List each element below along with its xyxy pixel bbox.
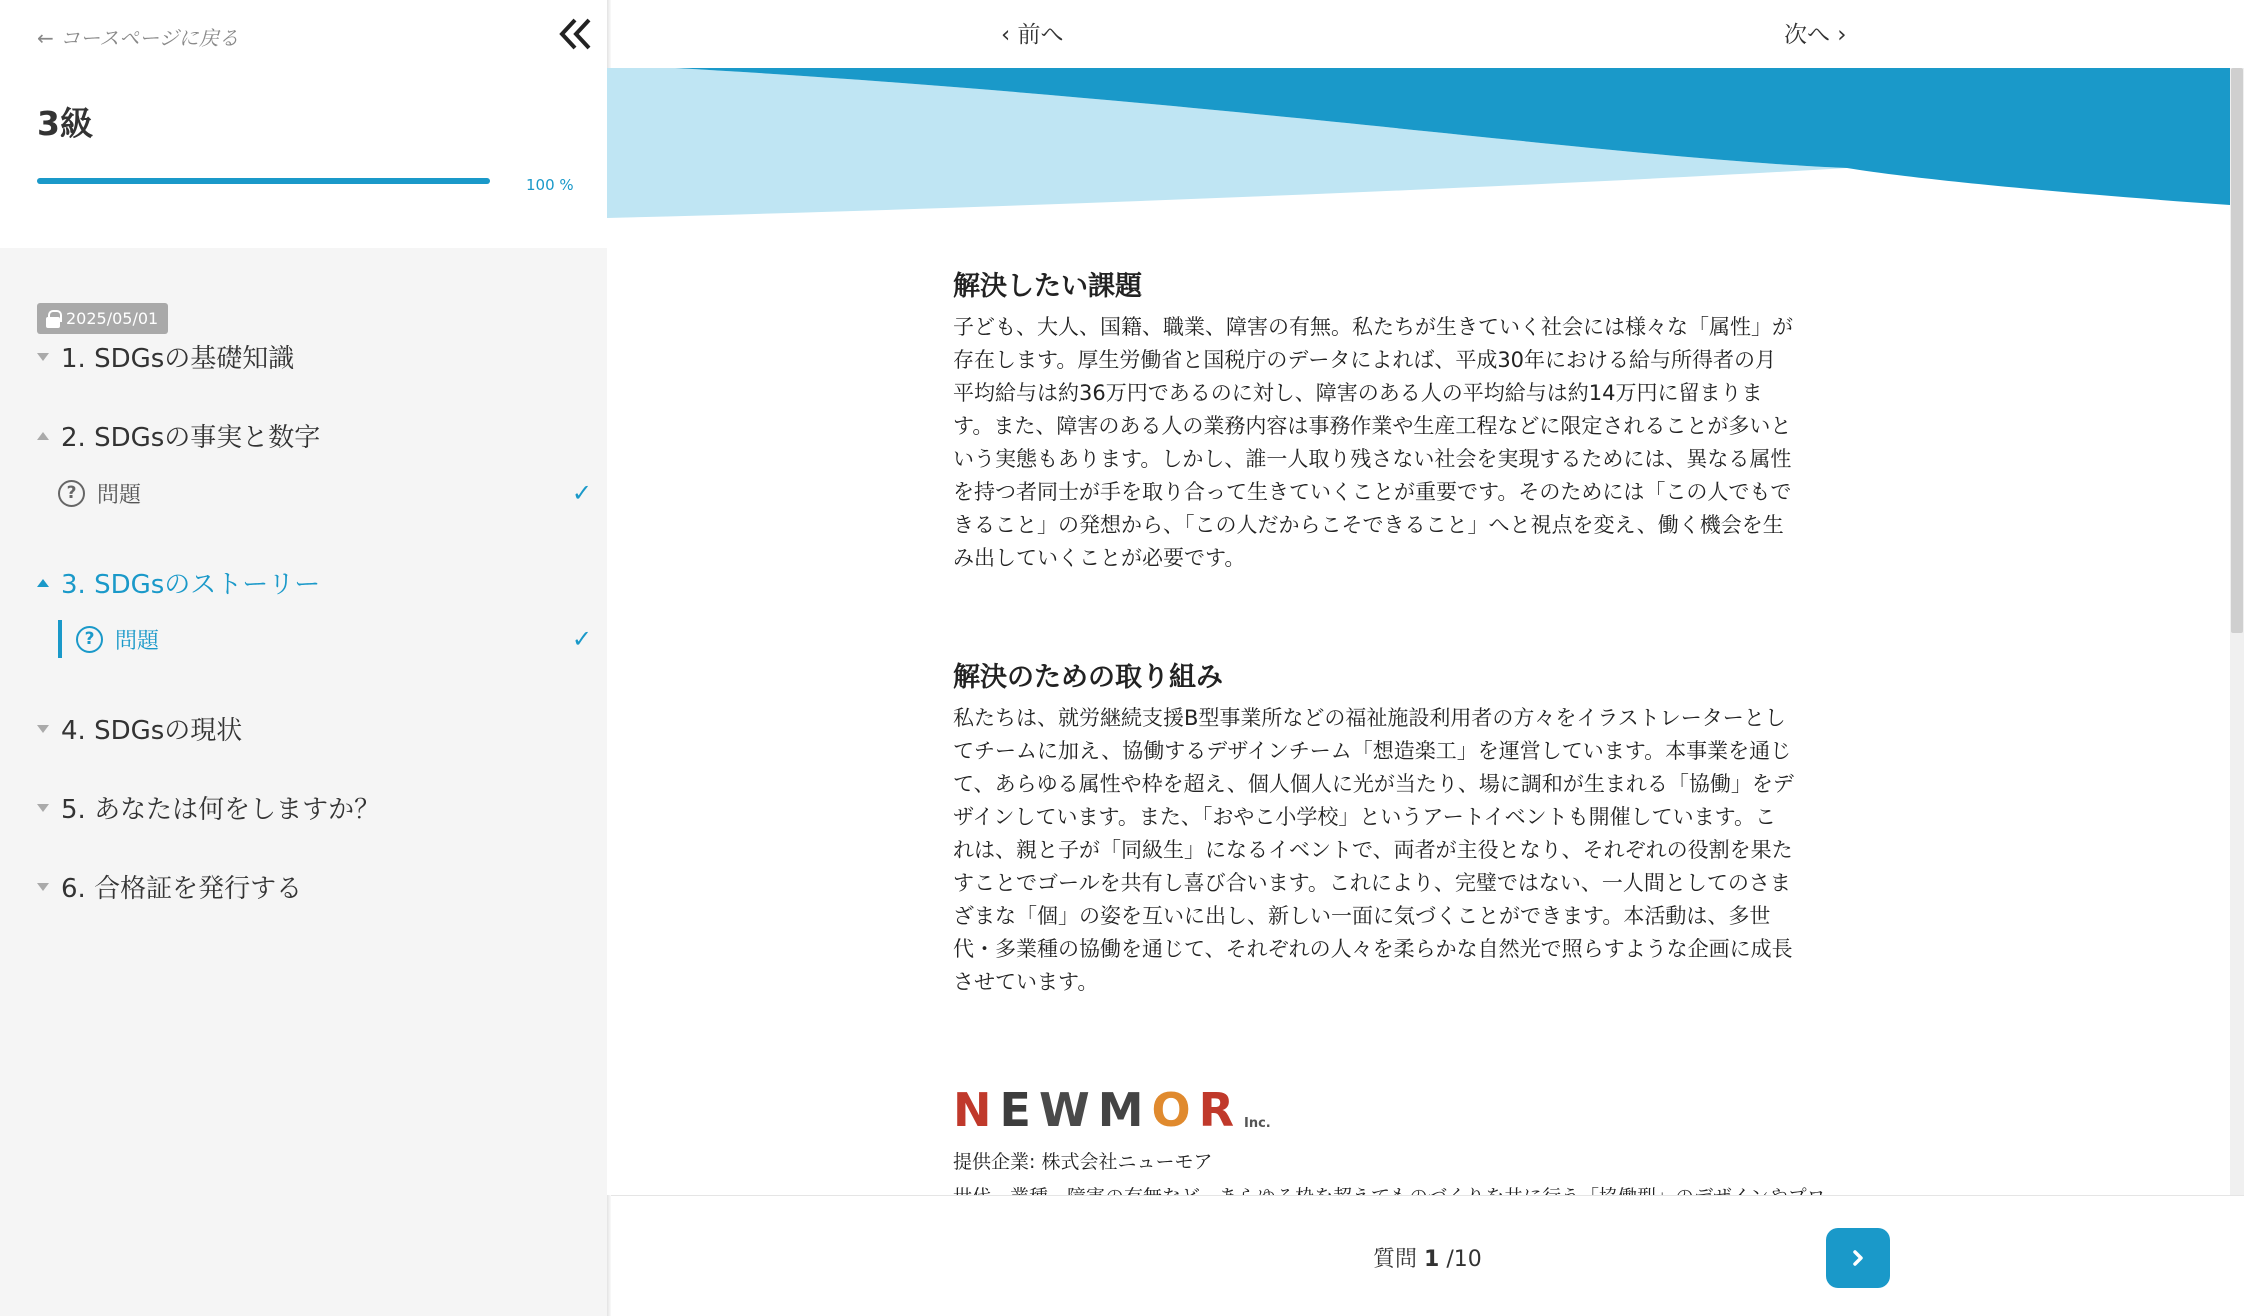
section-3-lesson[interactable] bbox=[58, 620, 592, 658]
question-circle-icon: ? bbox=[76, 626, 103, 653]
section-2[interactable] bbox=[37, 417, 320, 454]
section-3[interactable] bbox=[37, 564, 320, 601]
section-3-lesson-label: 問題 bbox=[115, 628, 160, 654]
back-to-course-link[interactable]: ← コースページに戻る bbox=[37, 26, 239, 50]
section-2-label: 2. SDGsの事実と数字 bbox=[61, 423, 321, 453]
double-chevron-left-icon bbox=[558, 14, 594, 54]
next-question-button[interactable] bbox=[1826, 1228, 1890, 1288]
logo-letter: E bbox=[999, 1083, 1039, 1137]
section-2-lesson[interactable] bbox=[58, 474, 592, 512]
heading-problem: 解決したい課題 bbox=[953, 271, 1142, 302]
chevron-up-icon bbox=[37, 432, 49, 440]
article bbox=[953, 264, 1863, 1209]
section-1[interactable] bbox=[37, 338, 294, 375]
course-progress-bar bbox=[37, 178, 490, 184]
question-counter bbox=[1373, 1242, 1482, 1273]
section-5-label: 5. あなたは何をしますか？ bbox=[61, 795, 381, 825]
chevron-down-icon bbox=[37, 725, 49, 733]
sidebar-header bbox=[0, 0, 607, 248]
next-button[interactable]: 次へ › bbox=[1784, 22, 1847, 48]
chevron-up-icon bbox=[37, 579, 49, 587]
logo-letter: N bbox=[953, 1083, 1000, 1137]
paragraph-solution: 私たちは、就労継続支援B型事業所などの福祉施設利用者の方々をイラストレーターとし てチームに加え、協働するデザインチーム「想造楽工」を運営しています。本事業を通じ て、あらゆる属性や枠を超え、個人個人に光が当たり、場に調和が生まれる「協働」をデ ザインしています。また、「おやこ小学校」というアートイベントも開催しています。こ れは、親と子が「同級生」になるイベントで、両者が主役となり、それぞれの役割を果た すことでゴールを共有し喜び合います。これにより、完璧ではない、一人間としてのさま ざまな「個」の姿を互いに出し、新しい一面に気づくことができます。本活動は、多世 代・多業種の協働を通じて、それぞれの人々を柔らかな自然光で照らすような企画に成長 させています。 bbox=[953, 706, 1794, 994]
logo-inc: Inc. bbox=[1244, 1116, 1271, 1131]
logo-letter: W bbox=[1038, 1083, 1098, 1137]
top-nav bbox=[611, 0, 2244, 68]
question-counter-prefix: 質問 bbox=[1373, 1247, 1418, 1272]
prev-button[interactable]: ‹ 前へ bbox=[1001, 22, 1064, 48]
date-badge-text: 2025/05/01 bbox=[66, 309, 159, 328]
chevron-down-icon bbox=[37, 353, 49, 361]
section-4-label: 4. SDGsの現状 bbox=[61, 716, 243, 746]
section-6[interactable] bbox=[37, 868, 302, 905]
course-progress-fill bbox=[37, 178, 490, 184]
section-6-label: 6. 合格証を発行する bbox=[61, 874, 303, 904]
company-logo bbox=[953, 1079, 1863, 1137]
scrollbar-thumb[interactable] bbox=[2231, 68, 2243, 633]
paragraph-problem: 子ども、大人、国籍、職業、障害の有無。私たちが生きていく社会には様々な「属性」が 存在します。厚生労働省と国税庁のデータによれば、平成30年における給与所得者の月 平均給与は約36万円であるのに対し、障害のある人の平均給与は約14万円に留まりま す。また、障害のある人の業務内容は事務作業や生産工程などに限定されることが多いと いう実態もあります。しかし、誰一人取り残さない社会を実現するためには、異なる属性 を持つ者同士が手を取り合って生きていくことが重要です。そのためには「この人でもで きること」の発想から、「この人だからこそできること」へと視点を変え、働く機会を生 み出していくことが必要です。 bbox=[953, 315, 1793, 570]
check-icon: ✓ bbox=[571, 625, 592, 653]
chevron-down-icon bbox=[37, 883, 49, 891]
sidebar bbox=[0, 0, 607, 1316]
question-circle-icon: ? bbox=[58, 480, 85, 507]
check-icon: ✓ bbox=[571, 479, 592, 507]
chevron-down-icon bbox=[37, 804, 49, 812]
content-area bbox=[607, 68, 2230, 1195]
section-3-label: 3. SDGsのストーリー bbox=[61, 570, 321, 600]
provider-name: 提供企業: 株式会社ニューモア bbox=[953, 1151, 1213, 1173]
section-4[interactable] bbox=[37, 710, 242, 747]
header-banner bbox=[607, 68, 2230, 228]
lock-icon bbox=[46, 310, 60, 328]
section-2-lesson-label: 問題 bbox=[97, 482, 142, 508]
chevron-right-icon bbox=[1847, 1247, 1869, 1269]
logo-letter: O bbox=[1151, 1083, 1199, 1137]
section-5[interactable] bbox=[37, 789, 380, 826]
question-counter-current: 1 bbox=[1424, 1247, 1440, 1272]
logo-letter: M bbox=[1097, 1083, 1152, 1137]
question-counter-total: /10 bbox=[1446, 1247, 1482, 1272]
logo-letter: R bbox=[1198, 1083, 1242, 1137]
collapse-sidebar-button[interactable] bbox=[558, 14, 594, 54]
date-badge bbox=[37, 303, 168, 334]
course-progress-label: 100 % bbox=[526, 176, 574, 194]
heading-solution: 解決のための取り組み bbox=[953, 662, 1223, 693]
section-1-label: 1. SDGsの基礎知識 bbox=[61, 344, 295, 374]
footer bbox=[611, 1195, 2244, 1316]
course-title: 3級 bbox=[37, 104, 93, 143]
